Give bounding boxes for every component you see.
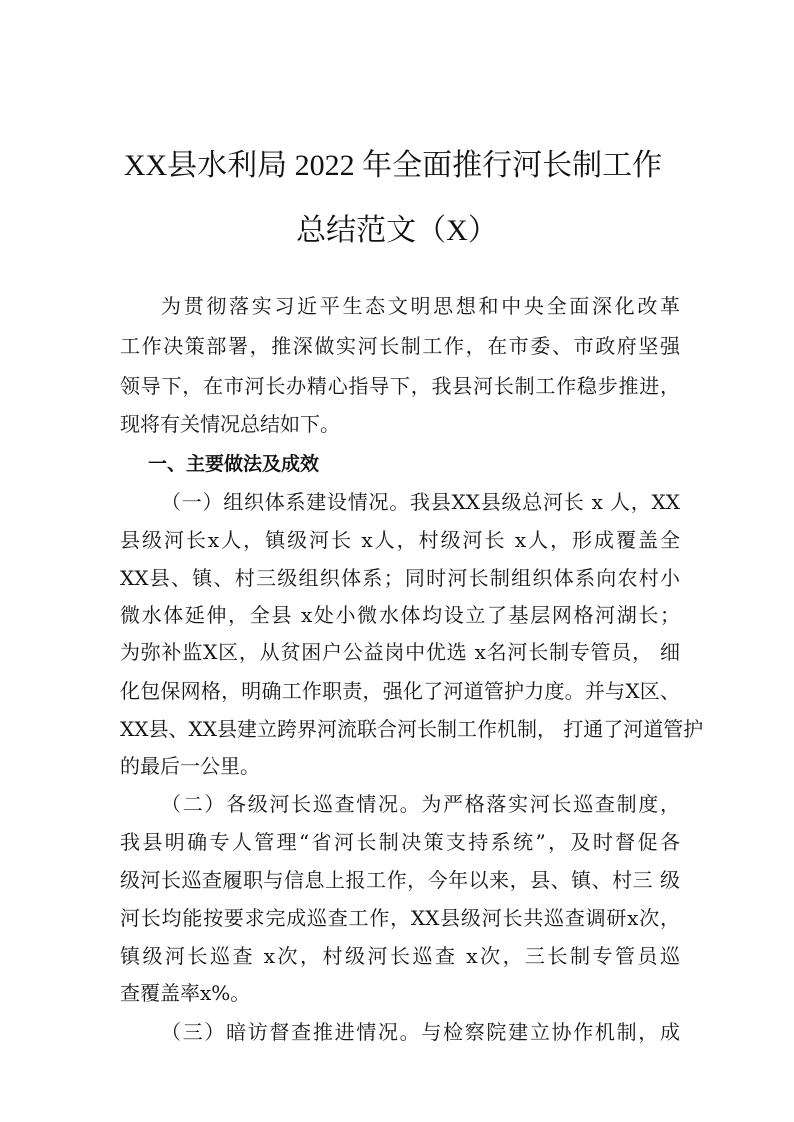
para2-line: 河长均能按要求完成巡查工作，XX县级河长共巡查调研x次， — [120, 906, 680, 930]
para1-line: 化包保网格，明确工作职责，强化了河道管护力度。并与X区、 — [120, 679, 680, 703]
para2-line: 我县明确专人管理“省河长制决策支持系统”，及时督促各 — [120, 830, 680, 854]
para1-line: 的最后一公里。 — [120, 754, 260, 778]
document-title-line-2: 总结范文（X） — [296, 214, 498, 247]
intro-line: 工作决策部署，推深做实河长制工作，在市委、市政府坚强 — [120, 334, 680, 358]
intro-line: 为贯彻落实习近平生态文明思想和中央全面深化改革 — [161, 294, 680, 318]
para2-line: 级河长巡查履职与信息上报工作，今年以来，县、镇、村三 级 — [120, 868, 680, 892]
para1-line: 县级河长x人，镇级河长 x人，村级河长 x人，形成覆盖全 — [120, 528, 680, 552]
para2-line: 查覆盖率x%。 — [120, 981, 251, 1005]
para1-line: XX县、XX县建立跨界河流联合河长制工作机制， 打通了河道管护 — [120, 717, 704, 741]
document-title-line-1: XX县水利局 2022 年全面推行河长制工作 — [123, 149, 663, 182]
intro-line: 现将有关情况总结如下。 — [120, 412, 340, 436]
para2-line: （二）各级河长巡查情况。为严格落实河长巡查制度， — [161, 792, 680, 816]
para3-line: （三）暗访督查推进情况。与检察院建立协作机制，成 — [161, 1020, 680, 1044]
para1-line: （一）组织体系建设情况。我县XX县级总河长 x 人，XX — [161, 490, 680, 514]
section-heading: 一、主要做法及成效 — [148, 453, 320, 475]
para1-line: 为弥补监X区，从贫困户公益岗中优选 x名河长制专管员， 细 — [120, 640, 680, 664]
para2-line: 镇级河长巡查 x次，村级河长巡查 x次，三长制专管员巡 — [120, 944, 680, 968]
para1-line: XX县、镇、村三级组织体系；同时河长制组织体系向农村小 — [120, 566, 680, 590]
intro-line: 领导下，在市河长办精心指导下，我县河长制工作稳步推进， — [120, 374, 680, 398]
para1-line: 微水体延伸，全县 x处小微水体均设立了基层网格河湖长； — [120, 603, 680, 627]
